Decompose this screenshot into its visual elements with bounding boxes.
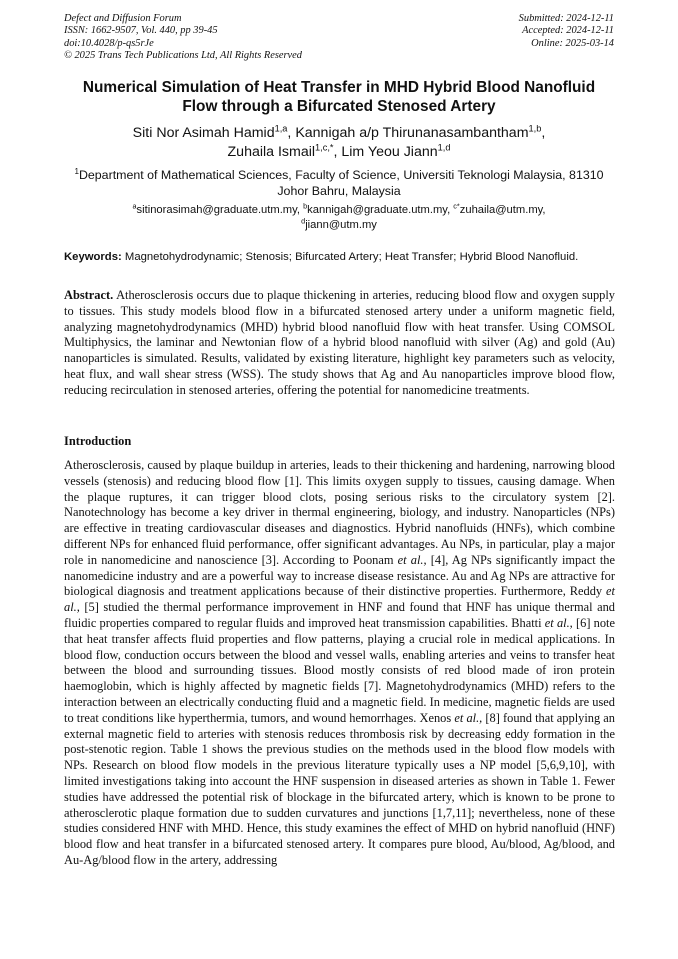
title-line-2: Flow through a Bifurcated Stenosed Artery xyxy=(182,98,496,115)
keywords xyxy=(64,250,614,264)
intro-text: [6] note that heat transfer affects fluid properties and flow patterns, playing a crucial role in medical applications. In blood flow, conduction occurs between the blood and vessel walls, enabling arteries and veins to transfer heat between the blood and surrounding tissues. Blood mostly consists of red blood made of iron protein haemoglobin, which is highly affected by magnetic fields [7]. Magnetohydrodynamics (MHD) refers to the interaction between an electrically conducting fluid and a magnetic field. In medicine, magnetic fields are used to treat conditions like hyperthermia, tumors, and wound hemorrhages. Xenos xyxy=(64,615,615,725)
abstract-text: Atherosclerosis occurs due to plaque thickening in arteries, reducing blood flow and oxygen supply to tissues. This study models blood flow in a bifurcated stenosed artery under a uniform magnetic field, analyzing magnetohydrodynamics (MHD) hybrid blood nanofluid flow with heat transfer. Using COMSOL Multiphysics, the laminar and Newtonian flow of a hybrid blood nanofluid with silver (Ag) and gold (Au) nanoparticles is simulated. Results, validated by existing literature, highlight key parameters such as velocity, heat flux, and wall shear stress (WSS). The study shows that Ag and Au nanoparticles improve blood flow, reducing recirculation in stenosed arteries, offering the potential for nanomedicine treatments. xyxy=(64,288,615,397)
accepted-date: Accepted: 2024-12-11 xyxy=(522,25,614,37)
journal-info xyxy=(64,13,302,63)
journal-name: Defect and Diffusion Forum xyxy=(64,13,182,24)
author-affil: 1,d xyxy=(437,142,451,153)
intro-text: [8] found that applying an external magnetic field to arteries with stenosis reduces thrombosis risk by decreasing eddy formation in the post-stenotic region. Table 1 shows the previous studies on the methods used in the blood flow models with NPs. Research on blood flow models in the previous literature typically uses a NP model [5,6,9,10], with limited investigations taking into account the HNF suspension in diseased arteries as shown in Table 1. Fewer studies have addressed the potential risk of blockage in the bifurcated artery, which is known to be prone to atherosclerotic plaque formation due to sudden curvatures and junctions [1,7,11]; nevertheless, none of these studies considered HNF with MHD. Hence, this study examines the effect of MHD on hybrid nanofluid (HNF) blood flow and heat transfer in a bifurcated stenosed artery. It compares pure blood, Au/blood, Ag/blood, and Au-Ag/blood flow in the artery, addressing xyxy=(64,710,615,867)
author-name: Siti Nor Asimah Hamid xyxy=(132,125,275,141)
abstract xyxy=(64,288,615,399)
author-name: Kannigah a/p Thirunanasambantham xyxy=(295,125,529,141)
email-address[interactable]: sitinorasimah@graduate.utm.my xyxy=(136,204,297,216)
keywords-label: Keywords: xyxy=(64,251,122,263)
paper-title xyxy=(40,78,638,116)
online-date: Online: 2025-03-14 xyxy=(531,37,614,49)
email-marker: a xyxy=(132,201,137,211)
introduction-body xyxy=(64,458,615,869)
intro-text: [5] studied the thermal performance improvement in HNF and found that HNF has unique thermal and fluidic properties compared to regular fluids and improved heat transmission capabilities. Bhatti xyxy=(64,600,615,630)
affiliation xyxy=(58,167,620,199)
author-affil: 1,c,* xyxy=(315,142,334,153)
copyright: © 2025 Trans Tech Publications Ltd, All Rights Reserved xyxy=(64,50,302,62)
intro-text: Atherosclerosis, caused by plaque buildup in arteries, leads to their thickening and hardening, narrowing blood vessels (stenosis) and reducing blood flow [1]. This limits oxygen supply to tissues, causing damage. When the plaque ruptures, it can trigger blood clots, posing serious risks to the circulatory system [2]. Nanotechnology has become a key driver in thermal engineering, biology, and industry. Nanoparticles (NPs) are effective in treating cardiovascular diseases and diagnostics. Hybrid nanofluids (HNFs), which combine different NPs for enhanced fluid performance, offer significant advantages. Au NPs, in particular, play a major role in nanomedicine and nanoscience [3]. According to Poonam xyxy=(64,458,615,567)
et-al: et al., xyxy=(397,552,427,567)
author-affil: 1,a xyxy=(274,123,288,134)
email-address[interactable]: kannigah@graduate.utm.my xyxy=(307,204,448,216)
affil-line-2: Johor Bahru, Malaysia xyxy=(277,184,401,198)
abstract-label: Abstract. xyxy=(64,288,114,302)
email-marker: d xyxy=(301,215,306,225)
et-al: et al., xyxy=(64,584,615,615)
introduction-heading: Introduction xyxy=(64,434,132,448)
journal-header xyxy=(64,13,614,63)
submission-dates xyxy=(519,13,614,50)
title-line-1: Numerical Simulation of Heat Transfer in MHD Hybrid Blood Nanofluid xyxy=(82,79,596,96)
submitted-date: Submitted: 2024-12-11 xyxy=(518,13,614,24)
author-name: Zuhaila Ismail xyxy=(227,144,316,160)
issn-volume: ISSN: 1662-9507, Vol. 440, pp 39-45 xyxy=(64,25,218,37)
doi: doi:10.4028/p-qs5rJe xyxy=(64,37,154,49)
email-marker: b xyxy=(303,201,308,211)
author-affil: 1,b xyxy=(528,123,542,134)
author-list: Siti Nor Asimah Hamid$^{1,a}$, Kannigah a/p Thirunanasambantham$^{1,b}$, Zuhaila Ismail$^{1,c,*}$, Lim Yeou Jiann$^{1,d}$ xyxy=(132,123,546,160)
intro-text: [4], Ag NPs significantly impact the nanomedicine industry and are a powerful way to increase disease resistance. Au and Ag NPs are attractive for biological diagnosis and treatment applications because of their distinctive properties. Furthermore, Reddy xyxy=(64,552,615,599)
email-address[interactable]: jiann@utm.my xyxy=(305,218,377,231)
keywords-text: Magnetohydrodynamic; Stenosis; Bifurcated Artery; Heat Transfer; Hybrid Blood Nanofluid. xyxy=(124,251,579,263)
affil-marker: 1 xyxy=(74,166,79,176)
et-al: et al., xyxy=(544,615,573,630)
affil-line-1: Department of Mathematical Sciences, Faculty of Science, Universiti Teknologi Malaysia, 81310 xyxy=(78,168,604,182)
author-name: Lim Yeou Jiann xyxy=(341,144,438,160)
email-address[interactable]: zuhaila@utm.my xyxy=(459,204,543,216)
email-list: $^a$sitinorasimah@graduate.utm.my, $^b$kannigah@graduate.utm.my, $^{c*}$zuhaila@utm.my, $^d$jiann@utm.my xyxy=(132,201,546,231)
email-marker: c* xyxy=(453,201,460,211)
et-al: et al., xyxy=(454,710,483,725)
